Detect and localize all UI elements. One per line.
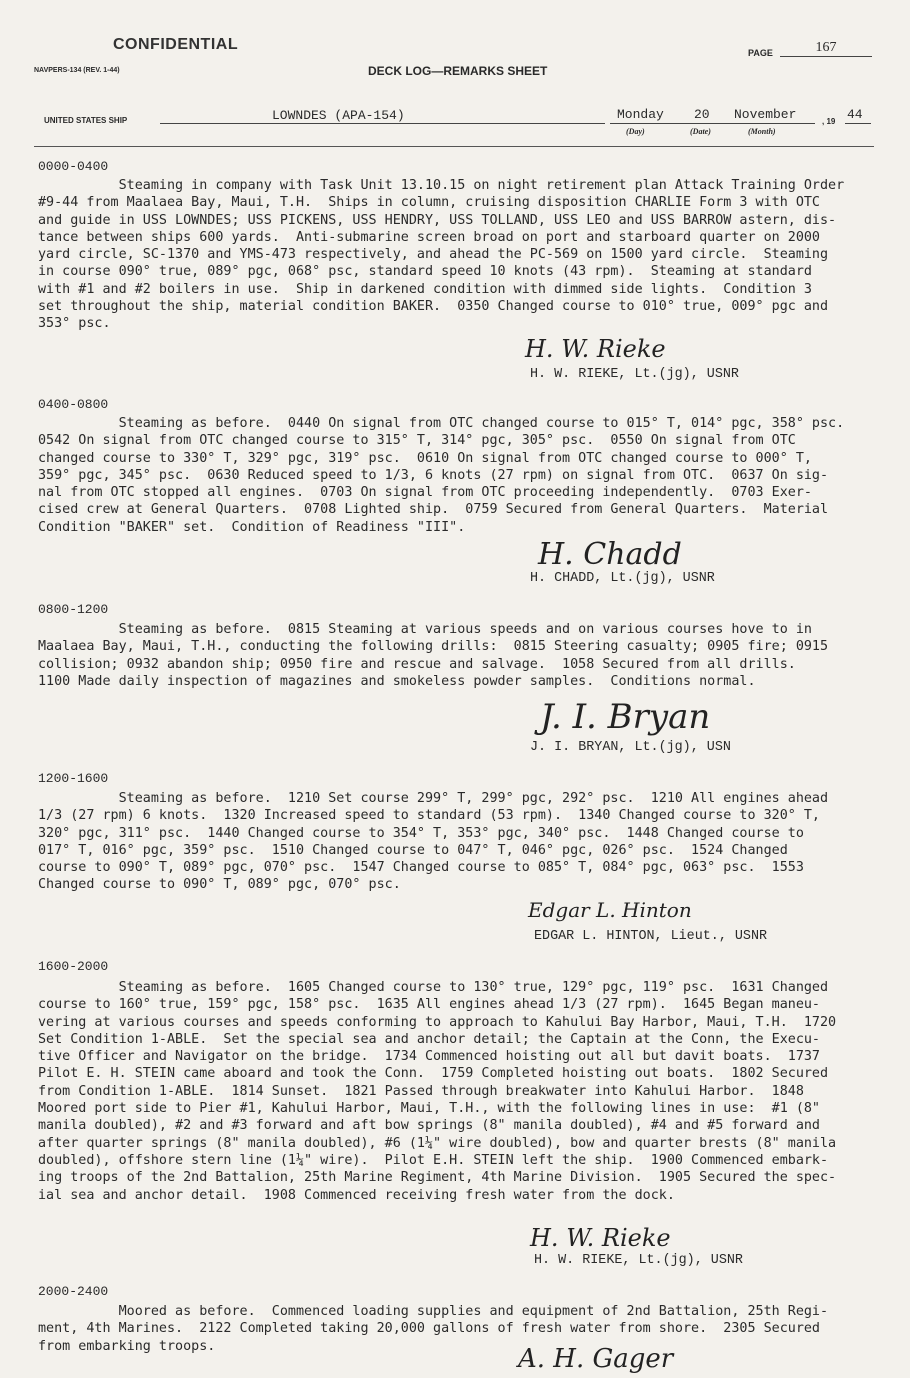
signature-line: H. W. RIEKE, Lt.(jg), USNR	[534, 1253, 743, 1268]
watch-remarks: Steaming in company with Task Unit 13.10.15 on night retirement plan Attack Training Order #9-44 from Maalaea Bay, Maui, T.H. Ships in column, cruising disposition CHARLIE Form 3 with OTC and guide in USS LOWNDES; USS PICKENS, USS HENDRY, USS TOLLAND, USS LEO and USS BARROW astern, dis- tance between ships 600 yards. Anti-submarine screen broad on port and starboard quarter on 2000 yard circle, SC-1370 and YMS-473 respectively, and ahead the PC-569 on 1500 yard circle. Steaming in course 090° true, 089° pgc, 068° psc, standard speed 10 knots (43 rpm). Steaming at standard with #1 and #2 boilers in use. Ship in darkened condition with dimmed side lights. Condition 3 set throughout the ship, material condition BAKER. 0350 Changed course to 010° true, 009° pgc and 353° psc.	[38, 178, 845, 332]
page-title: DECK LOG—REMARKS SHEET	[368, 64, 548, 78]
handwritten-signature: H. W. Rieke	[525, 335, 666, 363]
classification-heading: CONFIDENTIAL	[113, 36, 239, 53]
signature-line: H. CHADD, Lt.(jg), USNR	[530, 571, 715, 586]
watch-period: 0000-0400	[38, 159, 109, 174]
log-date: 20	[694, 107, 710, 122]
date-underline	[610, 123, 815, 124]
watch-period: 0400-0800	[38, 397, 109, 412]
month-caption: (Month)	[748, 127, 776, 136]
year-prefix: , 19	[822, 117, 836, 126]
ship-underline	[160, 123, 605, 124]
watch-period: 1200-1600	[38, 771, 109, 786]
signature-line: J. I. BRYAN, Lt.(jg), USN	[530, 740, 731, 755]
date-caption: (Date)	[690, 127, 711, 136]
page-label: PAGE	[748, 48, 773, 58]
signature-line: EDGAR L. HINTON, Lieut., USNR	[534, 929, 768, 944]
signature-line: H. W. RIEKE, Lt.(jg), USNR	[530, 367, 739, 382]
watch-period: 1600-2000	[38, 959, 109, 974]
watch-remarks: Steaming as before. 1605 Changed course to 130° true, 129° pgc, 119° psc. 1631 Changed course to 160° true, 159° pgc, 158° psc. 1635 All engines ahead 1/3 (27 rpm). 1645 Began maneu- vering at various courses and speeds conforming to approach to Kahului Bay Harbor, Maui, T.H. 1720 Set Condition 1-ABLE. Set the special sea and anchor detail; the Captain at the Conn, the Execu- tive Officer and Navigator on the bridge. 1734 Commenced hoisting out all but davit boats. 1737 Pilot E. H. STEIN came aboard and took the Conn. 1759 Completed hoisting out boats. 1802 Secured from Condition 1-ABLE. 1814 Sunset. 1821 Passed through breakwater into Kahului Harbor. 1848 Moored port side to Pier #1, Kahului Harbor, Maui, T.H., with the following lines in use: #1 (8" manila doubled), #2 and #3 forward and aft bow springs (8" manila doubled), #4 and #5 forward and after quarter springs (8" manila doubled), #6 (1¼" wire doubled), bow and quarter brests (8" manila doubled), offshore stern line (1¼" wire). Pilot E.H. STEIN left the ship. 1900 Commenced embark- ing troops of the 2nd Battalion, 25th Marine Regiment, 4th Marine Division. 1905 Secured the spec- ial sea and anchor detail. 1908 Commenced receiving fresh water from the dock.	[38, 980, 837, 1203]
handwritten-signature: H. W. Rieke	[530, 1224, 671, 1252]
watch-remarks: Steaming as before. 0440 On signal from OTC changed course to 015° T, 014° pgc, 358° psc. 0542 On signal from OTC changed course to 315° T, 314° pgc, 305° psc. 0550 On signal from OTC changed course to 330° T, 329° pgc, 319° psc. 0610 On signal from OTC changed course to 000° T, 359° pgc, 345° psc. 0630 Reduced speed to 1/3, 6 knots (27 rpm) on signal from OTC. 0637 On sig- nal from OTC stopped all engines. 0703 On signal from OTC proceeding independently. 0703 Exer- cised crew at General Quarters. 0708 Lighted ship. 0759 Secured from General Quarters. Material Condition "BAKER" set. Condition of Readiness "III".	[38, 416, 845, 535]
page-number: 167	[780, 40, 872, 57]
handwritten-signature: H. Chadd	[538, 537, 682, 572]
year-underline	[845, 123, 871, 124]
header-rule	[34, 146, 874, 147]
watch-remarks: Steaming as before. 1210 Set course 299° T, 299° pgc, 292° psc. 1210 All engines ahead 1/3 (27 rpm) 6 knots. 1320 Increased speed to standard (53 rpm). 1340 Changed course to 320° T, 320° pgc, 311° psc. 1440 Changed course to 354° T, 353° pgc, 340° psc. 1448 Changed course to 017° T, 016° pgc, 359° psc. 1510 Changed course to 047° T, 046° pgc, 026° psc. 1524 Changed course to 090° T, 089° pgc, 070° psc. 1547 Changed course to 085° T, 084° pgc, 063° psc. 1553 Changed course to 090° T, 089° pgc, 070° psc.	[38, 791, 829, 893]
log-day: Monday	[617, 107, 664, 122]
form-id: NAVPERS-134 (REV. 1-44)	[34, 67, 120, 74]
ship-name: LOWNDES (APA-154)	[272, 108, 405, 123]
watch-period: 2000-2400	[38, 1284, 109, 1299]
handwritten-signature: A. H. Gager	[518, 1344, 674, 1374]
watch-remarks: Moored as before. Commenced loading supplies and equipment of 2nd Battalion, 25th Regi- ment, 4th Marines. 2122 Completed taking 20,000 gallons of fresh water from shore. 2305 Secured from embarking troops.	[38, 1304, 829, 1354]
handwritten-signature: Edgar L. Hinton	[528, 898, 692, 922]
ship-label: UNITED STATES SHIP	[44, 116, 128, 125]
log-month: November	[734, 107, 797, 122]
handwritten-signature: J. I. Bryan	[540, 697, 711, 737]
log-year: 44	[847, 107, 863, 122]
day-caption: (Day)	[626, 127, 645, 136]
watch-remarks: Steaming as before. 0815 Steaming at various speeds and on various courses hove to in Maalaea Bay, Maui, T.H., conducting the following drills: 0815 Steering casualty; 0905 fire; 0915 collision; 0932 abandon ship; 0950 fire and rescue and salvage. 1058 Secured from all drills. 1100 Made daily inspection of magazines and smokeless powder samples. Conditions normal.	[38, 622, 829, 689]
watch-period: 0800-1200	[38, 602, 109, 617]
